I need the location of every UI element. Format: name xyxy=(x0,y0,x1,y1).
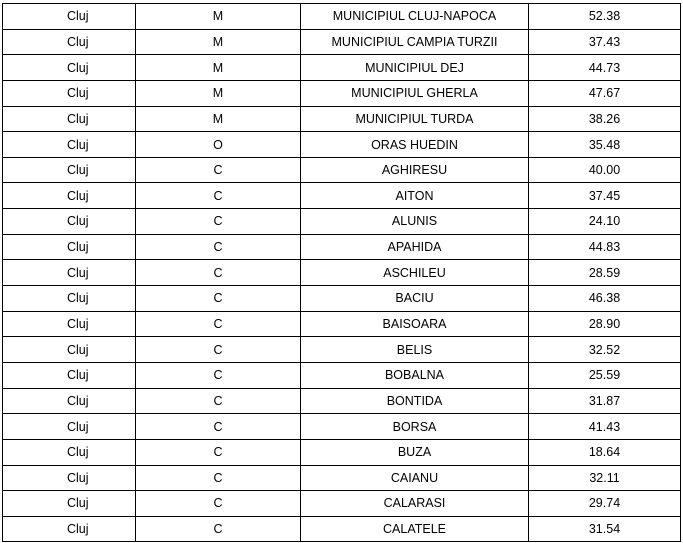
value-cell: 44.73 xyxy=(529,55,681,81)
locality-cell: BUZA xyxy=(301,439,529,465)
county-cell: Cluj xyxy=(3,80,136,106)
table-row xyxy=(3,388,681,414)
type-cell: M xyxy=(136,29,301,55)
locality-cell: BAISOARA xyxy=(301,311,529,337)
value-cell: 25.59 xyxy=(529,362,681,388)
type-cell: C xyxy=(136,286,301,312)
table-row xyxy=(3,157,681,183)
value-cell: 37.45 xyxy=(529,183,681,209)
type-cell: C xyxy=(136,157,301,183)
type-cell: M xyxy=(136,4,301,30)
locality-cell: MUNICIPIUL CLUJ-NAPOCA xyxy=(301,4,529,30)
value-cell: 31.87 xyxy=(529,388,681,414)
table-row xyxy=(3,183,681,209)
table-row xyxy=(3,234,681,260)
value-cell: 28.59 xyxy=(529,260,681,286)
table-row xyxy=(3,106,681,132)
type-cell: C xyxy=(136,183,301,209)
table-row xyxy=(3,439,681,465)
table-row xyxy=(3,286,681,312)
locality-cell: CALATELE xyxy=(301,516,529,542)
value-cell: 35.48 xyxy=(529,132,681,158)
table-row xyxy=(3,209,681,235)
locality-cell: CAIANU xyxy=(301,465,529,491)
locality-cell: ALUNIS xyxy=(301,209,529,235)
type-cell: M xyxy=(136,80,301,106)
table-row xyxy=(3,516,681,542)
county-cell: Cluj xyxy=(3,516,136,542)
type-cell: C xyxy=(136,209,301,235)
type-cell: C xyxy=(136,311,301,337)
county-cell: Cluj xyxy=(3,183,136,209)
type-cell: C xyxy=(136,439,301,465)
table-row xyxy=(3,260,681,286)
value-cell: 52.38 xyxy=(529,4,681,30)
locality-cell: CALARASI xyxy=(301,491,529,517)
table-row xyxy=(3,80,681,106)
county-cell: Cluj xyxy=(3,337,136,363)
type-cell: C xyxy=(136,234,301,260)
locality-cell: BOBALNA xyxy=(301,362,529,388)
value-cell: 47.67 xyxy=(529,80,681,106)
table-row xyxy=(3,414,681,440)
value-cell: 38.26 xyxy=(529,106,681,132)
locality-cell: ORAS HUEDIN xyxy=(301,132,529,158)
table-body xyxy=(3,4,681,542)
county-cell: Cluj xyxy=(3,4,136,30)
county-cell: Cluj xyxy=(3,439,136,465)
type-cell: C xyxy=(136,337,301,363)
county-cell: Cluj xyxy=(3,260,136,286)
county-cell: Cluj xyxy=(3,157,136,183)
county-cell: Cluj xyxy=(3,311,136,337)
value-cell: 28.90 xyxy=(529,311,681,337)
table-row xyxy=(3,362,681,388)
table-row xyxy=(3,4,681,30)
value-cell: 32.52 xyxy=(529,337,681,363)
county-cell: Cluj xyxy=(3,414,136,440)
value-cell: 29.74 xyxy=(529,491,681,517)
type-cell: C xyxy=(136,516,301,542)
value-cell: 24.10 xyxy=(529,209,681,235)
table-row xyxy=(3,311,681,337)
county-cell: Cluj xyxy=(3,491,136,517)
locality-cell: MUNICIPIUL CAMPIA TURZII xyxy=(301,29,529,55)
type-cell: M xyxy=(136,106,301,132)
locality-cell: BELIS xyxy=(301,337,529,363)
locality-cell: ASCHILEU xyxy=(301,260,529,286)
type-cell: C xyxy=(136,414,301,440)
table-row xyxy=(3,132,681,158)
value-cell: 37.43 xyxy=(529,29,681,55)
value-cell: 32.11 xyxy=(529,465,681,491)
locality-cell: MUNICIPIUL TURDA xyxy=(301,106,529,132)
county-cell: Cluj xyxy=(3,234,136,260)
locality-cell: BACIU xyxy=(301,286,529,312)
value-cell: 46.38 xyxy=(529,286,681,312)
locality-cell: APAHIDA xyxy=(301,234,529,260)
table-row xyxy=(3,337,681,363)
type-cell: M xyxy=(136,55,301,81)
county-cell: Cluj xyxy=(3,29,136,55)
locality-cell: AITON xyxy=(301,183,529,209)
table-row xyxy=(3,491,681,517)
locality-cell: AGHIRESU xyxy=(301,157,529,183)
type-cell: C xyxy=(136,260,301,286)
county-cell: Cluj xyxy=(3,106,136,132)
table-row xyxy=(3,465,681,491)
county-cell: Cluj xyxy=(3,465,136,491)
value-cell: 41.43 xyxy=(529,414,681,440)
county-cell: Cluj xyxy=(3,209,136,235)
value-cell: 44.83 xyxy=(529,234,681,260)
table-row xyxy=(3,29,681,55)
locality-table xyxy=(2,3,681,542)
county-cell: Cluj xyxy=(3,55,136,81)
type-cell: C xyxy=(136,465,301,491)
table-row xyxy=(3,55,681,81)
locality-cell: MUNICIPIUL GHERLA xyxy=(301,80,529,106)
locality-cell: BONTIDA xyxy=(301,388,529,414)
county-cell: Cluj xyxy=(3,286,136,312)
type-cell: C xyxy=(136,362,301,388)
type-cell: C xyxy=(136,491,301,517)
county-cell: Cluj xyxy=(3,388,136,414)
value-cell: 18.64 xyxy=(529,439,681,465)
locality-cell: MUNICIPIUL DEJ xyxy=(301,55,529,81)
county-cell: Cluj xyxy=(3,362,136,388)
value-cell: 40.00 xyxy=(529,157,681,183)
locality-cell: BORSA xyxy=(301,414,529,440)
county-cell: Cluj xyxy=(3,132,136,158)
type-cell: C xyxy=(136,388,301,414)
value-cell: 31.54 xyxy=(529,516,681,542)
type-cell: O xyxy=(136,132,301,158)
